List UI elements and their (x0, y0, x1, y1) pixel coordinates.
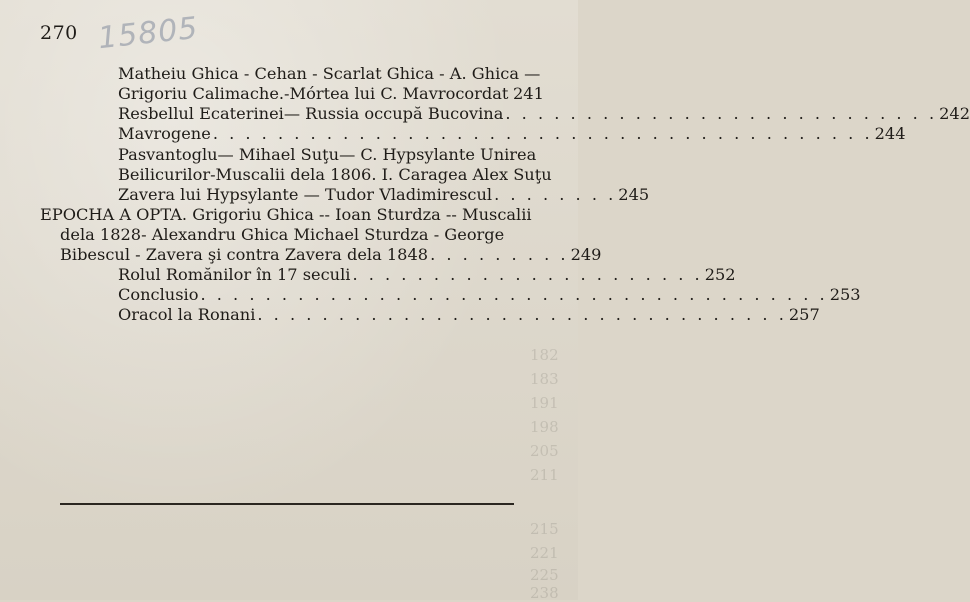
bleed-through-number: 238 (530, 584, 559, 602)
toc-entry (118, 124, 906, 144)
bleed-through-number: 225 (530, 566, 559, 584)
bleed-through-number: 191 (530, 394, 559, 412)
leader-dots: . . . . . . . . . . . . . . . . . . . . . . . . . . . . . . . . . . . . . . . (200, 285, 828, 304)
toc-section-heading: EPOCHA A OPTA. Grigoriu Ghica -- Ioan Sturdza -- Muscalii (40, 205, 532, 224)
toc-entry-title: Zavera lui Hypsylante — Tudor Vladimirescul (118, 185, 493, 204)
toc-entry-title: Conclusio (118, 285, 199, 304)
toc-entry (118, 185, 650, 205)
toc-entry (118, 305, 820, 325)
toc-entry-title: Resbellul Ecaterinei— Russia occupă Bucovina (118, 104, 504, 123)
toc-entry-title: Mavrogene (118, 124, 211, 143)
bleed-through-number: 215 (530, 520, 559, 538)
pencil-annotation: 15805 (96, 10, 200, 57)
leader-dots: . . . . . . . . . . . . . . . . . . . . . . . . . . . . . . . . . . . . . . . . . (212, 124, 873, 143)
toc-entry-line: Beilicurilor-Muscalii dela 1806. I. Caragea Alex Suţu (118, 165, 552, 184)
toc-entry-page: 242 (939, 104, 970, 123)
toc-entry (60, 245, 602, 265)
bleed-through-number: 198 (530, 418, 559, 436)
toc-entry (118, 104, 970, 124)
toc-entry (118, 265, 736, 285)
toc-entry-line: Matheiu Ghica - Cehan - Scarlat Ghica - A. Ghica — (118, 64, 541, 83)
toc-entry-page: 257 (788, 305, 820, 324)
page-number: 270 (40, 22, 78, 44)
toc-entry-page: 253 (829, 285, 861, 304)
toc-entry-page: 245 (618, 185, 650, 204)
toc-entry-line: dela 1828- Alexandru Ghica Michael Sturdza - George (60, 225, 505, 244)
leader-dots: . . . . . . . . . . . . . . . . . . . . . . . . . . . (505, 104, 938, 123)
leader-dots: . . . . . . . . . . . . . . . . . . . . . . . . . . . . . . . . . (257, 305, 787, 324)
toc-entry-page: 244 (874, 124, 906, 143)
bleed-through-number: 183 (530, 370, 559, 388)
bleed-through-number: 205 (530, 442, 559, 460)
bleed-through-number: 221 (530, 544, 559, 562)
toc-entry-page: 241 (513, 84, 544, 103)
toc-entry-page: 249 (570, 245, 602, 264)
bleed-through-number: 182 (530, 346, 559, 364)
horizontal-rule (60, 503, 514, 505)
leader-dots: . . . . . . . . (494, 185, 617, 204)
leader-dots: . . . . . . . . . (430, 245, 569, 264)
leader-dots: . . . . . . . . . . . . . . . . . . . . . . (352, 265, 703, 284)
toc-entry-title: Oracol la Ronani (118, 305, 256, 324)
bleed-through-number: 211 (530, 466, 559, 484)
toc-entry-title: Bibescul - Zavera şi contra Zavera dela 1848 (60, 245, 429, 264)
toc-entry-line: Grigoriu Calimache.-Mórtea lui C. Mavrocordat (118, 84, 509, 103)
toc-entry (118, 285, 861, 305)
toc-entry-page: 252 (704, 265, 736, 284)
toc-entry-title: Rolul Romănilor în 17 seculi (118, 265, 351, 284)
toc-entry-line: Pasvantoglu— Mihael Suţu— C. Hypsylante Unirea (118, 145, 537, 164)
